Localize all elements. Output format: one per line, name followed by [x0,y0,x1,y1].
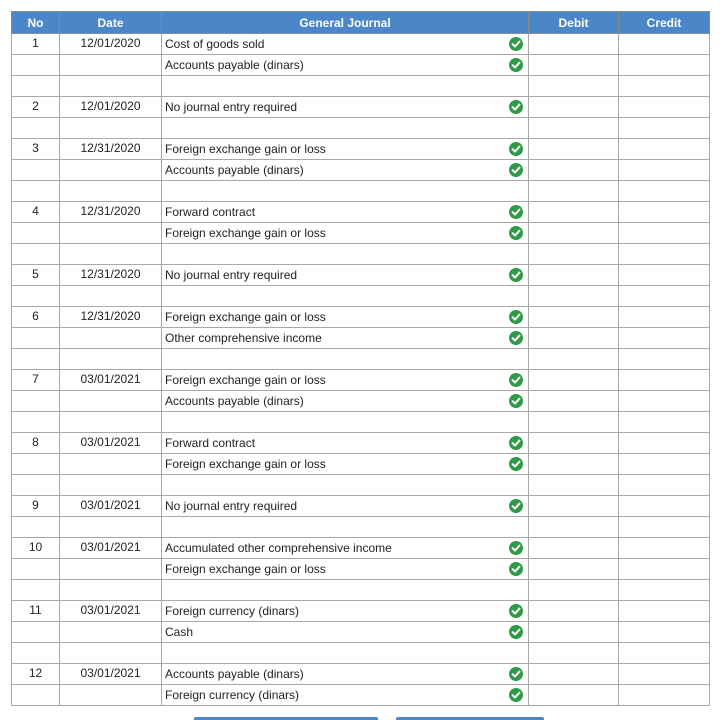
blank-account-cell [162,244,529,265]
blank-no-cell [12,643,60,664]
blank-account-cell [162,580,529,601]
header-date: Date [60,12,162,34]
blank-date-cell [60,76,162,97]
blank-debit-cell [529,286,619,307]
correct-check-icon [509,142,523,156]
entry-number: 7 [12,370,60,391]
journal-row [12,454,710,475]
credit-input[interactable] [619,370,710,391]
account-select[interactable] [162,160,529,181]
account-select[interactable] [162,622,529,643]
account-select[interactable] [162,307,529,328]
blank-date-cell [60,643,162,664]
entry-number: 12 [12,664,60,685]
correct-check-icon [509,205,523,219]
entry-number: 5 [12,265,60,286]
blank-row [12,643,710,664]
blank-credit-cell [619,118,710,139]
entry-date: 12/31/2020 [60,202,162,223]
entry-date: 12/31/2020 [60,265,162,286]
journal-row [12,139,710,160]
journal-row [12,97,710,118]
entry-date: 03/01/2021 [60,601,162,622]
credit-input[interactable] [619,664,710,685]
journal-row [12,265,710,286]
blank-no-cell [12,412,60,433]
debit-input[interactable] [529,664,619,685]
entry-date: 03/01/2021 [60,496,162,517]
entry-number: 2 [12,97,60,118]
blank-account-cell [162,475,529,496]
account-select[interactable] [162,223,529,244]
blank-row [12,286,710,307]
blank-credit-cell [619,286,710,307]
account-select[interactable] [162,538,529,559]
correct-check-icon [509,226,523,240]
entry-number: 1 [12,34,60,55]
correct-check-icon [509,541,523,555]
blank-no-cell [12,244,60,265]
blank-row [12,349,710,370]
debit-input[interactable] [529,685,619,706]
entry-date: 12/31/2020 [60,307,162,328]
journal-row [12,538,710,559]
debit-input[interactable] [529,139,619,160]
blank-account-cell [162,643,529,664]
journal-row [12,328,710,349]
journal-row [12,685,710,706]
blank-debit-cell [529,580,619,601]
account-select[interactable] [162,370,529,391]
correct-check-icon [509,100,523,114]
blank-credit-cell [619,517,710,538]
credit-input[interactable] [619,622,710,643]
correct-check-icon [509,667,523,681]
correct-check-icon [509,58,523,72]
account-select[interactable] [162,496,529,517]
entry-date [60,223,162,244]
correct-check-icon [509,37,523,51]
entry-date [60,328,162,349]
entry-number [12,160,60,181]
correct-check-icon [509,268,523,282]
entry-number [12,328,60,349]
journal-row [12,433,710,454]
entry-date: 12/01/2020 [60,34,162,55]
entry-date: 03/01/2021 [60,538,162,559]
account-name: Foreign exchange gain or loss [165,373,326,387]
correct-check-icon [509,562,523,576]
blank-no-cell [12,580,60,601]
blank-debit-cell [529,76,619,97]
journal-table [11,11,710,706]
blank-no-cell [12,517,60,538]
account-select[interactable] [162,97,529,118]
debit-input[interactable] [529,601,619,622]
account-select[interactable] [162,34,529,55]
entry-number: 4 [12,202,60,223]
account-name: Foreign exchange gain or loss [165,142,326,156]
entry-date: 03/01/2021 [60,433,162,454]
blank-date-cell [60,475,162,496]
entry-number [12,55,60,76]
blank-date-cell [60,181,162,202]
blank-no-cell [12,118,60,139]
blank-debit-cell [529,643,619,664]
account-select[interactable] [162,559,529,580]
journal-row [12,664,710,685]
journal-row [12,34,710,55]
blank-no-cell [12,349,60,370]
blank-debit-cell [529,412,619,433]
credit-input[interactable] [619,685,710,706]
entry-number [12,622,60,643]
account-name: Forward contract [165,436,256,450]
account-name: Accounts payable (dinars) [165,394,304,408]
correct-check-icon [509,499,523,513]
blank-row [12,244,710,265]
header-no: No [12,12,60,34]
blank-credit-cell [619,181,710,202]
journal-row [12,559,710,580]
account-select[interactable] [162,55,529,76]
account-name: Accounts payable (dinars) [165,163,304,177]
credit-input[interactable] [619,538,710,559]
credit-input[interactable] [619,307,710,328]
blank-account-cell [162,181,529,202]
credit-input[interactable] [619,454,710,475]
blank-no-cell [12,76,60,97]
blank-date-cell [60,286,162,307]
correct-check-icon [509,688,523,702]
debit-input[interactable] [529,223,619,244]
account-select[interactable] [162,202,529,223]
account-name: Cost of goods sold [165,37,265,51]
blank-date-cell [60,118,162,139]
entry-date [60,160,162,181]
account-select[interactable] [162,664,529,685]
blank-date-cell [60,412,162,433]
account-name: Accounts payable (dinars) [165,667,304,681]
credit-input[interactable] [619,97,710,118]
entry-date [60,454,162,475]
correct-check-icon [509,373,523,387]
credit-input[interactable] [619,223,710,244]
entry-date: 12/31/2020 [60,139,162,160]
blank-row [12,580,710,601]
entry-date [60,55,162,76]
journal-row [12,370,710,391]
blank-row [12,76,710,97]
credit-input[interactable] [619,559,710,580]
credit-input[interactable] [619,265,710,286]
journal-row [12,601,710,622]
journal-row [12,391,710,412]
credit-input[interactable] [619,139,710,160]
debit-input[interactable] [529,622,619,643]
credit-input[interactable] [619,328,710,349]
debit-input[interactable] [529,559,619,580]
entry-number [12,454,60,475]
journal-row [12,160,710,181]
entry-number [12,559,60,580]
account-name: No journal entry required [165,499,298,513]
correct-check-icon [509,331,523,345]
blank-credit-cell [619,475,710,496]
credit-input[interactable] [619,160,710,181]
debit-input[interactable] [529,454,619,475]
account-select[interactable] [162,433,529,454]
correct-check-icon [509,163,523,177]
correct-check-icon [509,625,523,639]
account-name: Cash [165,625,194,639]
correct-check-icon [509,394,523,408]
journal-row [12,307,710,328]
entry-number: 3 [12,139,60,160]
account-select[interactable] [162,454,529,475]
blank-credit-cell [619,244,710,265]
account-name: No journal entry required [165,268,298,282]
debit-input[interactable] [529,265,619,286]
blank-no-cell [12,286,60,307]
blank-no-cell [12,181,60,202]
account-select[interactable] [162,139,529,160]
blank-debit-cell [529,181,619,202]
blank-account-cell [162,76,529,97]
account-select[interactable] [162,601,529,622]
entry-number: 10 [12,538,60,559]
account-name: No journal entry required [165,100,298,114]
account-name: Other comprehensive income [165,331,322,345]
credit-input[interactable] [619,202,710,223]
blank-debit-cell [529,517,619,538]
account-name: Accounts payable (dinars) [165,58,304,72]
correct-check-icon [509,436,523,450]
entry-date: 03/01/2021 [60,664,162,685]
journal-row [12,55,710,76]
blank-account-cell [162,286,529,307]
entry-date: 03/01/2021 [60,370,162,391]
blank-no-cell [12,475,60,496]
account-name: Foreign exchange gain or loss [165,226,326,240]
header-debit: Debit [529,12,619,34]
blank-debit-cell [529,244,619,265]
credit-input[interactable] [619,496,710,517]
journal-row [12,622,710,643]
blank-row [12,118,710,139]
blank-credit-cell [619,580,710,601]
journal-row [12,496,710,517]
blank-credit-cell [619,349,710,370]
account-name: Foreign exchange gain or loss [165,310,326,324]
blank-row [12,181,710,202]
credit-input[interactable] [619,601,710,622]
credit-input[interactable] [619,433,710,454]
debit-input[interactable] [529,328,619,349]
blank-debit-cell [529,475,619,496]
account-name: Foreign currency (dinars) [165,688,300,702]
entry-number [12,391,60,412]
account-name: Forward contract [165,205,256,219]
debit-input[interactable] [529,55,619,76]
account-select[interactable] [162,685,529,706]
header-general-journal: General Journal [162,12,529,34]
correct-check-icon [509,457,523,471]
journal-row [12,223,710,244]
entry-date [60,559,162,580]
blank-account-cell [162,517,529,538]
blank-debit-cell [529,349,619,370]
account-name: Accumulated other comprehensive income [165,541,392,555]
blank-debit-cell [529,118,619,139]
entry-number: 9 [12,496,60,517]
blank-account-cell [162,118,529,139]
blank-date-cell [60,517,162,538]
blank-date-cell [60,244,162,265]
debit-input[interactable] [529,391,619,412]
entry-date [60,391,162,412]
entry-date: 12/01/2020 [60,97,162,118]
account-name: Foreign exchange gain or loss [165,457,326,471]
entry-date [60,622,162,643]
credit-input[interactable] [619,55,710,76]
blank-credit-cell [619,412,710,433]
debit-input[interactable] [529,34,619,55]
header-credit: Credit [619,12,710,34]
debit-input[interactable] [529,307,619,328]
correct-check-icon [509,604,523,618]
journal-row [12,202,710,223]
blank-row [12,475,710,496]
blank-credit-cell [619,643,710,664]
blank-row [12,412,710,433]
header-row [12,12,710,34]
credit-input[interactable] [619,34,710,55]
correct-check-icon [509,310,523,324]
debit-input[interactable] [529,538,619,559]
blank-row [12,517,710,538]
account-name: Foreign currency (dinars) [165,604,300,618]
account-select[interactable] [162,391,529,412]
debit-input[interactable] [529,370,619,391]
account-select[interactable] [162,265,529,286]
entry-number: 8 [12,433,60,454]
blank-account-cell [162,349,529,370]
debit-input[interactable] [529,160,619,181]
entry-number [12,223,60,244]
blank-date-cell [60,349,162,370]
entry-date [60,685,162,706]
credit-input[interactable] [619,391,710,412]
entry-number [12,685,60,706]
entry-number: 6 [12,307,60,328]
debit-input[interactable] [529,97,619,118]
account-name: Foreign exchange gain or loss [165,562,326,576]
account-select[interactable] [162,328,529,349]
debit-input[interactable] [529,202,619,223]
entry-number: 11 [12,601,60,622]
debit-input[interactable] [529,496,619,517]
blank-account-cell [162,412,529,433]
blank-credit-cell [619,76,710,97]
debit-input[interactable] [529,433,619,454]
blank-date-cell [60,580,162,601]
